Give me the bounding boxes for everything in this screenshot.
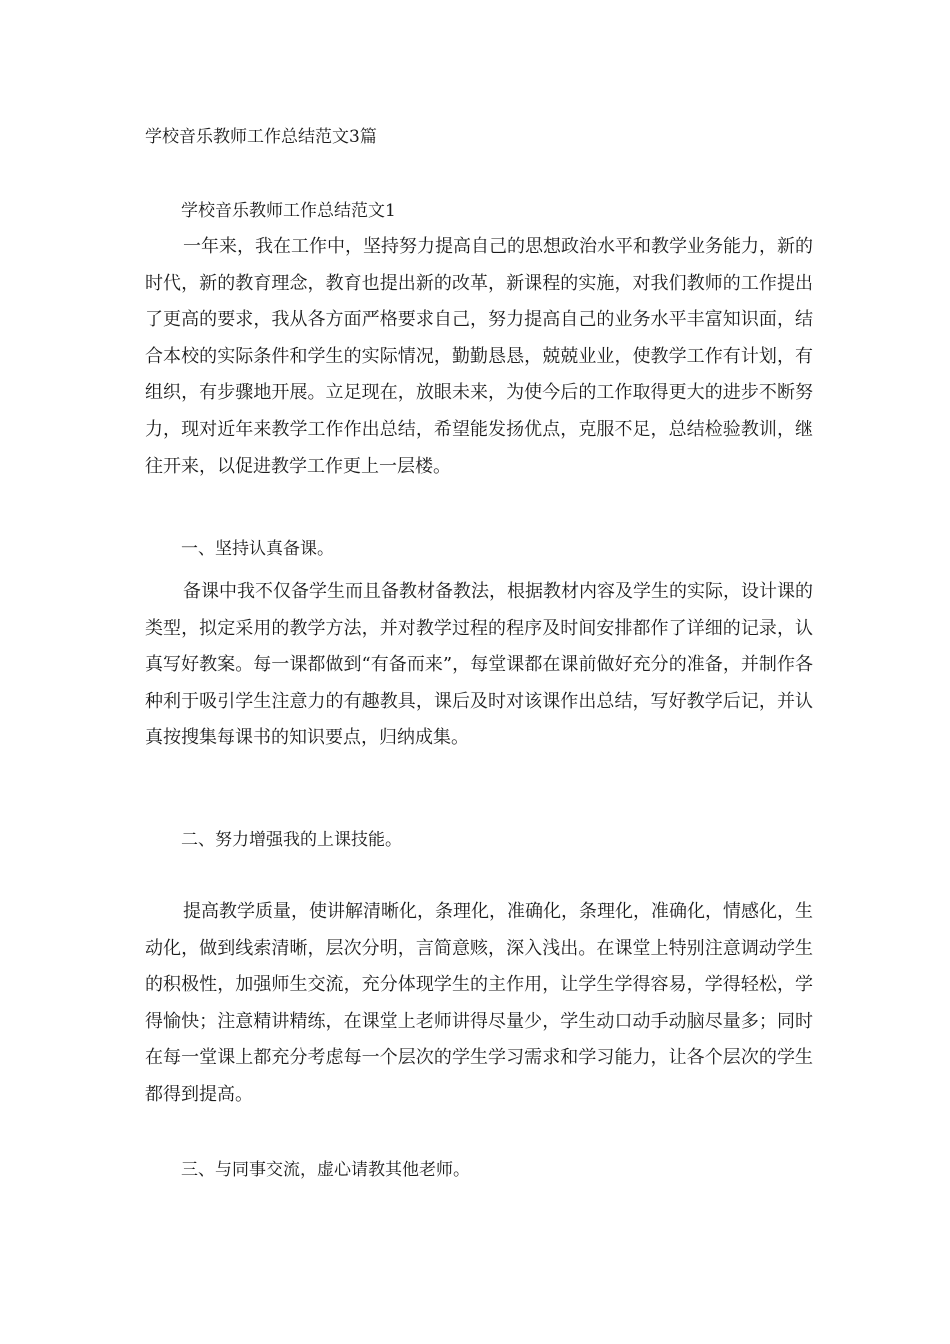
article-subtitle: 学校音乐教师工作总结范文1 — [181, 201, 396, 221]
section-heading-2: 二、努力增强我的上课技能。 — [181, 830, 402, 850]
document-title: 学校音乐教师工作总结范文3篇 — [145, 127, 377, 147]
section-heading-1: 一、坚持认真备课。 — [181, 539, 334, 559]
section-heading-3: 三、与同事交流，虚心请教其他老师。 — [181, 1160, 470, 1180]
section-body-2: 提高教学质量，使讲解清晰化，条理化，准确化，条理化，准确化，情感化，生动化，做到线索清晰，层次分明，言简意赅，深入浅出。在课堂上特别注意调动学生的积极性，加强师生交流，充分体现学生的主作用，让学生学得容易，学得轻松，学得愉快；注意精讲精练，在课堂上老师讲得尽量少，学生动口动手动脑尽量多；同时在每一堂课上都充分考虑每一个层次的学生学习需求和学习能力，让各个层次的学生都得到提高。 — [145, 901, 813, 1105]
intro-paragraph: 一年来，我在工作中，坚持努力提高自己的思想政治水平和教学业务能力，新的时代，新的教育理念，教育也提出新的改革，新课程的实施，对我们教师的工作提出了更高的要求，我从各方面严格要求自己，努力提高自己的业务水平丰富知识面，结合本校的实际条件和学生的实际情况，勤勤恳恳，兢兢业业，使教学工作有计划，有组织，有步骤地开展。立足现在，放眼未来，为使今后的工作取得更大的进步不断努力，现对近年来教学工作作出总结，希望能发扬优点，克服不足，总结检验教训，继往开来，以促进教学工作更上一层楼。 — [145, 236, 813, 477]
section-body-1: 备课中我不仅备学生而且备教材备教法，根据教材内容及学生的实际，设计课的类型，拟定采用的教学方法，并对教学过程的程序及时间安排都作了详细的记录，认真写好教案。每一课都做到“有备而来”，每堂课都在课前做好充分的准备，并制作各种利于吸引学生注意力的有趣教具，课后及时对该课作出总结，写好教学后记，并认真按搜集每课书的知识要点，归纳成集。 — [145, 581, 813, 749]
